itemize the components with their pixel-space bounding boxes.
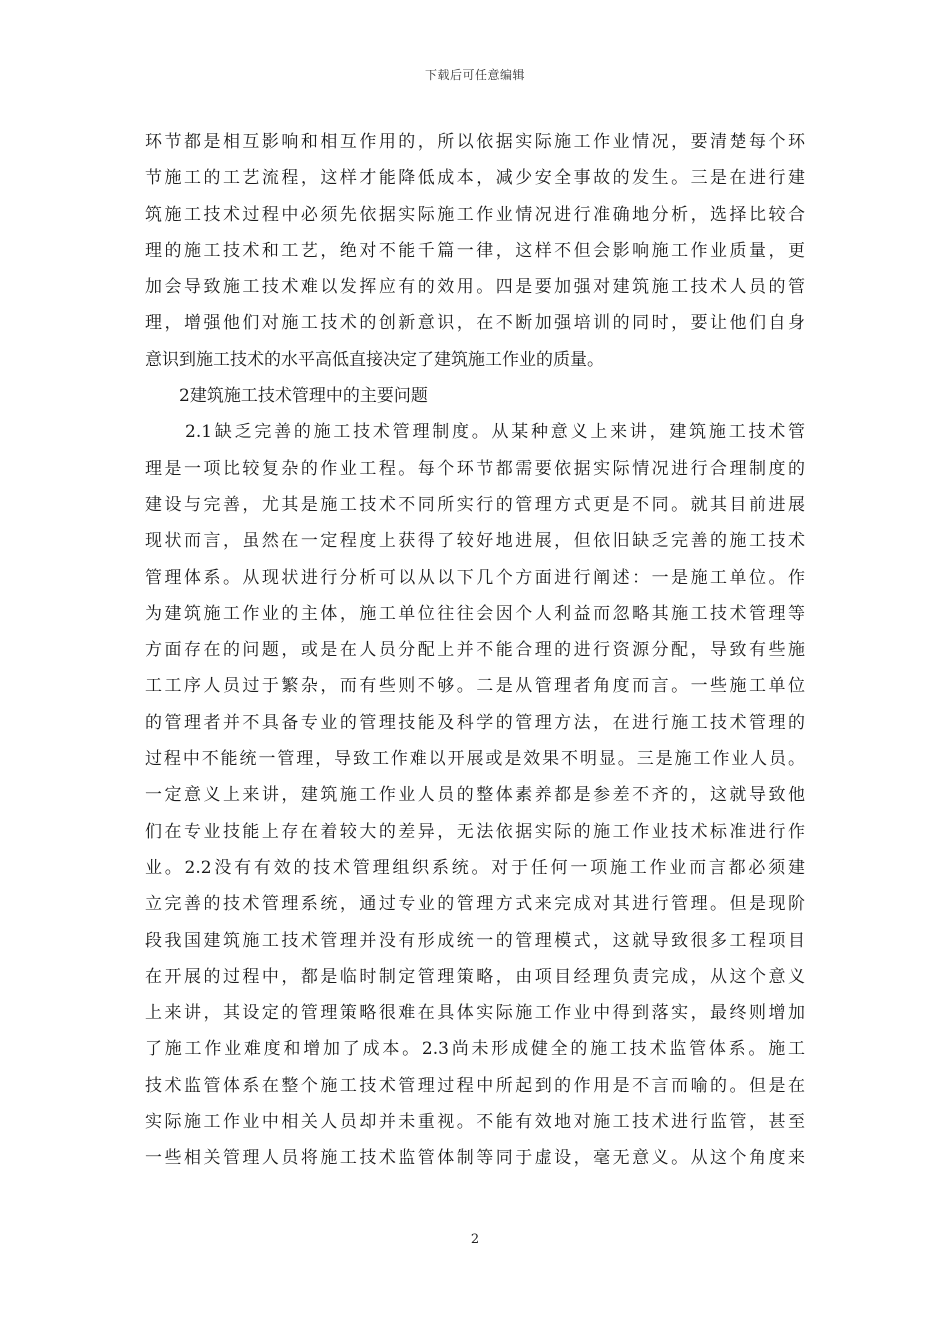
body-line: 建设与完善，尤其是施工技术不同所实行的管理方式更是不同。就其目前进展 [145,494,805,515]
document-body [145,124,805,1177]
page-number: 2 [470,1232,480,1247]
body-line: 2.1缺乏完善的施工技术管理制度。从某种意义上来讲，建筑施工技术管 [185,422,805,443]
body-line: 筑施工技术过程中必须先依据实际施工作业情况进行准确地分析，选择比较合 [145,204,805,225]
body-line: 理的施工技术和工艺，绝对不能千篇一律，这样不但会影响施工作业质量，更 [145,240,805,261]
body-line: 实际施工作业中相关人员却并未重视。不能有效地对施工技术进行监管，甚至 [145,1112,805,1133]
body-line: 过程中不能统一管理，导致工作难以开展或是效果不明显。三是施工作业人员。 [145,749,805,770]
body-line: 环节都是相互影响和相互作用的，所以依据实际施工作业情况，要清楚每个环 [145,132,805,152]
body-line: 方面存在的问题，或是在人员分配上并不能合理的进行资源分配，导致有些施 [145,640,805,661]
body-line: 意识到施工技术的水平高低直接决定了建筑施工作业的质量。 [145,349,604,370]
body-line: 在开展的过程中，都是临时制定管理策略，由项目经理负责完成，从这个意义 [145,966,805,987]
body-line: 业。2.2没有有效的技术管理组织系统。对于任何一项施工作业而言都必须建 [145,857,805,878]
body-line: 段我国建筑施工技术管理并没有形成统一的管理模式，这就导致很多工程项目 [145,930,805,951]
body-line: 了施工作业难度和增加了成本。2.3尚未形成健全的施工技术监管体系。施工 [145,1039,805,1060]
page-header: 下载后可任意编辑 [424,68,525,82]
body-line: 为建筑施工作业的主体，施工单位往往会因个人利益而忽略其施工技术管理等 [145,603,805,624]
body-line: 现状而言，虽然在一定程度上获得了较好地进展，但依旧缺乏完善的施工技术 [145,531,805,552]
section-heading: 2建筑施工技术管理中的主要问题 [179,386,428,407]
body-line: 加会导致施工技术难以发挥应有的效用。四是要加强对建筑施工技术人员的管 [145,277,805,298]
body-line: 理，增强他们对施工技术的创新意识，在不断加强培训的同时，要让他们自身 [145,313,805,334]
body-line: 上来讲，其设定的管理策略很难在具体实际施工作业中得到落实，最终则增加 [145,1003,805,1024]
body-line: 一定意义上来讲，建筑施工作业人员的整体素养都是参差不齐的，这就导致他 [145,785,805,806]
body-line: 技术监管体系在整个施工技术管理过程中所起到的作用是不言而喻的。但是在 [145,1075,805,1096]
body-line: 管理体系。从现状进行分析可以从以下几个方面进行阐述：一是施工单位。作 [145,567,805,588]
body-line: 们在专业技能上存在着较大的差异，无法依据实际的施工作业技术标准进行作 [145,821,805,842]
body-line: 工工序人员过于繁杂，而有些则不够。二是从管理者角度而言。一些施工单位 [145,676,805,697]
body-line: 理是一项比较复杂的作业工程。每个环节都需要依据实际情况进行合理制度的 [145,458,805,479]
body-line: 一些相关管理人员将施工技术监管体制等同于虚设，毫无意义。从这个角度来 [145,1148,805,1169]
body-line: 的管理者并不具备专业的管理技能及科学的管理方法，在进行施工技术管理的 [145,712,805,733]
body-line: 节施工的工艺流程，这样才能降低成本，减少安全事故的发生。三是在进行建 [145,168,805,189]
body-line: 立完善的技术管理系统，通过专业的管理方式来完成对其进行管理。但是现阶 [145,894,805,915]
